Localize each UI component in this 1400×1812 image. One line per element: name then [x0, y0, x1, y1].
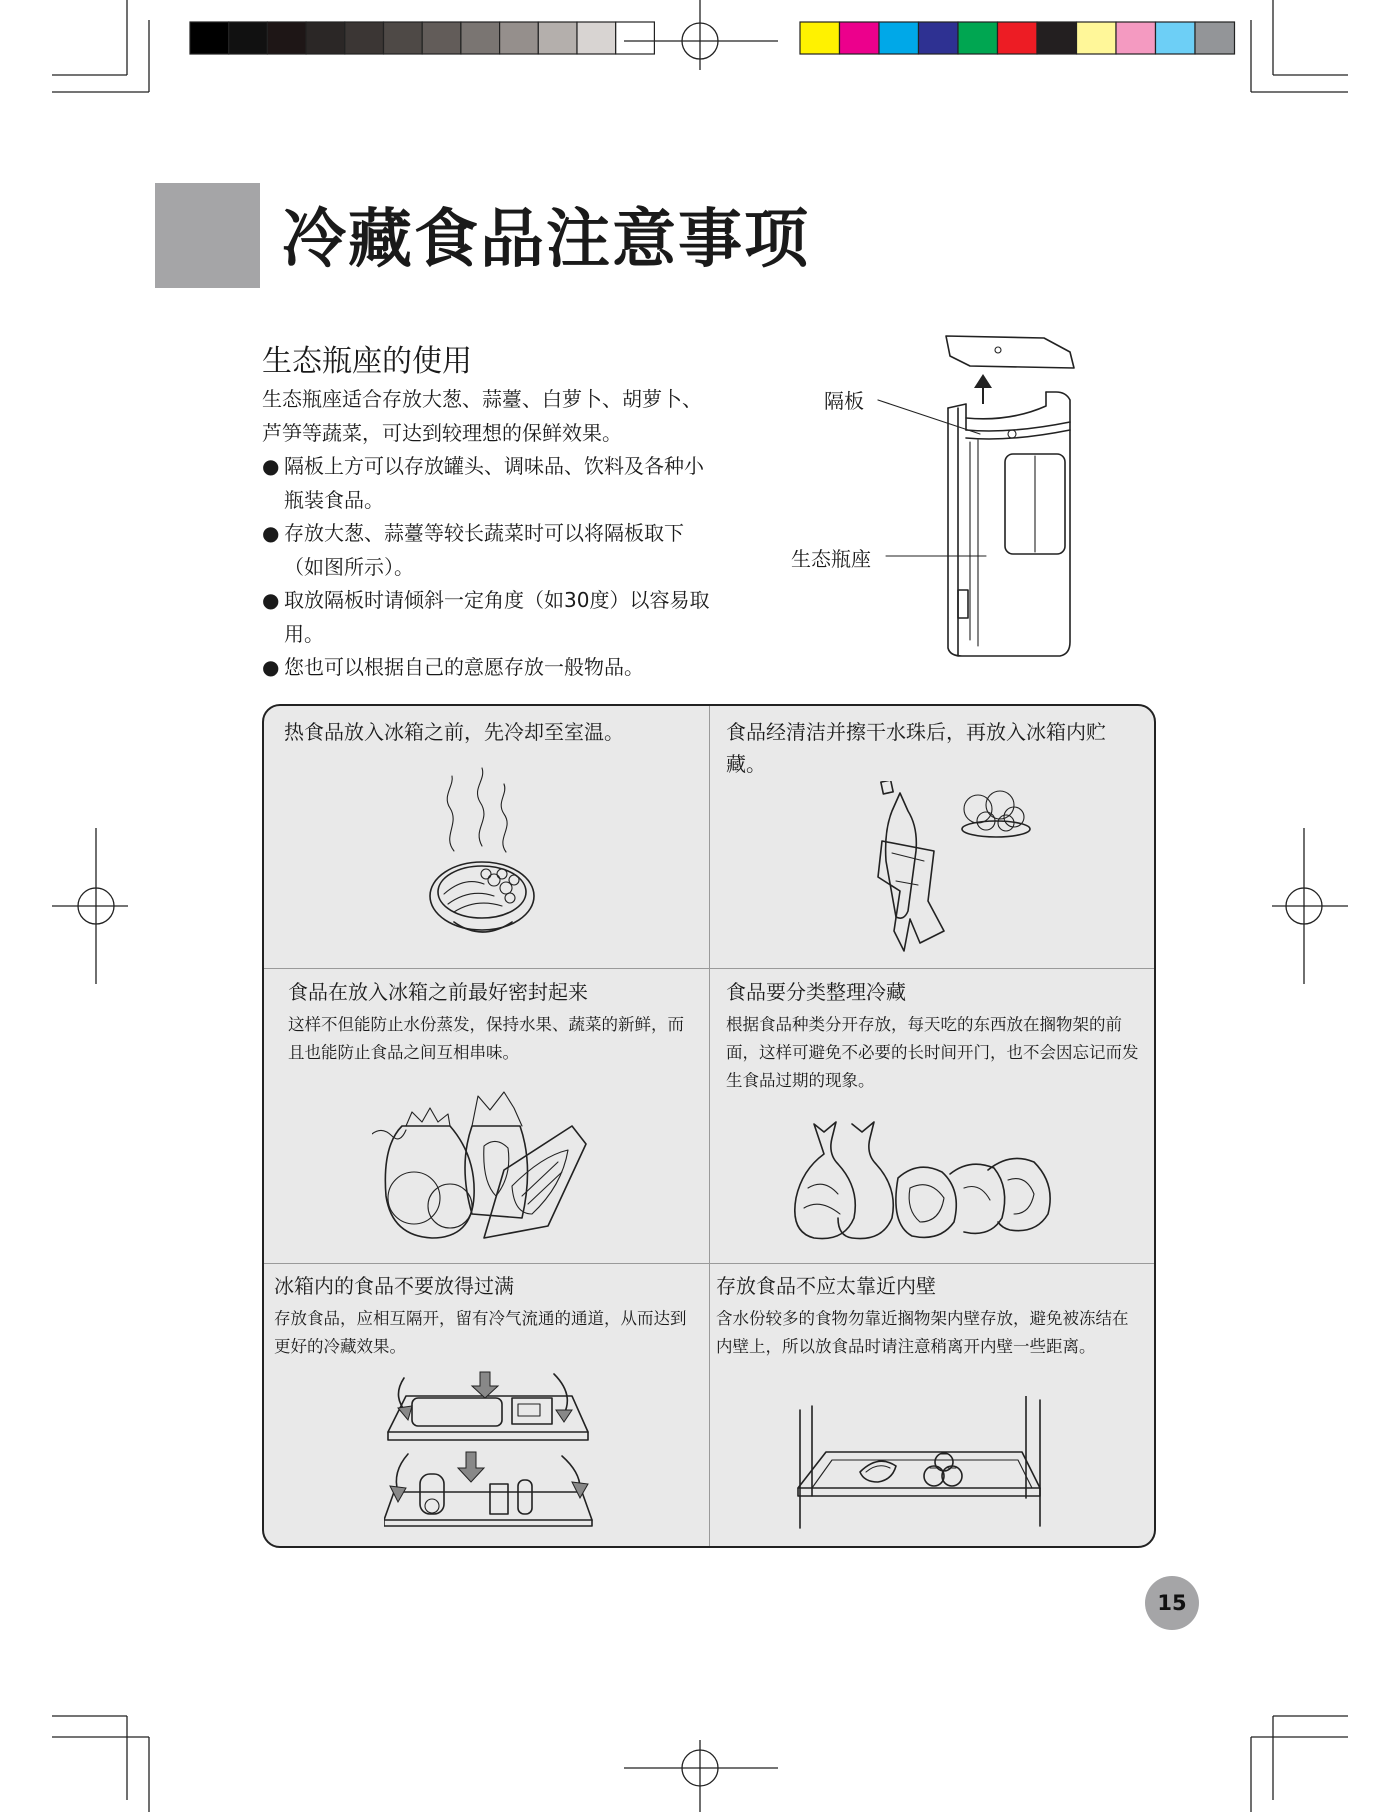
- gray-swatch: [345, 22, 384, 54]
- eco-holder-heading: 生态瓶座的使用: [262, 344, 472, 379]
- bullet-text: 存放大葱、蒜薹等较长蔬菜时可以将隔板取下（如图所示）。: [284, 521, 684, 579]
- bullet-text: 隔板上方可以存放罐头、调味品、饮料及各种小瓶装食品。: [284, 454, 704, 512]
- gray-swatch: [577, 22, 616, 54]
- color-swatch: [1077, 22, 1117, 54]
- not-full-body: 存放食品，应相互隔开，留有冷气流通的通道，从而达到更好的冷藏效果。: [274, 1309, 687, 1356]
- gray-swatch: [190, 22, 229, 54]
- away-wall-heading: 存放食品不应太靠近内壁: [716, 1274, 936, 1298]
- sealed-bags-icon: [372, 1086, 592, 1251]
- gray-swatch: [229, 22, 268, 54]
- color-swatch: [1116, 22, 1156, 54]
- color-calibration-bar: [800, 22, 1235, 54]
- bullet-icon: ●: [262, 588, 280, 612]
- eco-holder-bullets: [262, 450, 712, 685]
- bullet-icon: ●: [262, 454, 280, 478]
- color-swatch: [1156, 22, 1196, 54]
- eco-holder-intro: 生态瓶座适合存放大葱、蒜薹、白萝卜、胡萝卜、芦笋等蔬菜，可达到较理想的保鲜效果。: [262, 387, 702, 445]
- color-swatch: [958, 22, 998, 54]
- wrapped-meat-icon: [794, 1118, 1064, 1248]
- list-item: [262, 450, 712, 517]
- bottle-towel-fruit-icon: [874, 781, 1034, 961]
- list-item: [262, 517, 712, 584]
- away-wall-body: 含水份较多的食物勿靠近搁物架内壁存放，避免被冻结在内壁上，所以放食品时请注意稍离开内壁一些距离。: [716, 1309, 1129, 1356]
- bullet-icon: ●: [262, 655, 280, 679]
- section-marker: [155, 183, 260, 288]
- bullet-icon: ●: [262, 521, 280, 545]
- hot-food-heading: 热食品放入冰箱之前，先冷却至室温。: [284, 720, 624, 744]
- clean-food-heading: 食品经清洁并擦干水珠后，再放入冰箱内贮藏。: [726, 720, 1106, 776]
- color-swatch: [879, 22, 919, 54]
- gray-swatch: [461, 22, 500, 54]
- gray-swatch: [500, 22, 539, 54]
- gray-swatch: [616, 22, 655, 54]
- color-swatch: [998, 22, 1038, 54]
- page-number: 15: [1145, 1576, 1199, 1630]
- list-item: [262, 584, 712, 651]
- gray-swatch: [422, 22, 461, 54]
- steaming-bowl-icon: [424, 766, 544, 956]
- sort-food-heading: 食品要分类整理冷藏: [726, 980, 906, 1004]
- list-item: [262, 651, 712, 685]
- grid-divider: [709, 706, 710, 1546]
- gray-swatch: [384, 22, 423, 54]
- color-swatch: [800, 22, 840, 54]
- gray-swatch: [538, 22, 577, 54]
- bullet-text: 您也可以根据自己的意愿存放一般物品。: [284, 655, 644, 679]
- color-swatch: [1195, 22, 1235, 54]
- color-swatch: [840, 22, 880, 54]
- bullet-text: 取放隔板时请倾斜一定角度（如30度）以容易取用。: [284, 588, 710, 646]
- not-full-heading: 冰箱内的食品不要放得过满: [274, 1274, 514, 1298]
- sort-food-body: 根据食品种类分开存放，每天吃的东西放在搁物架的前面，这样可避免不必要的长时间开门，也不会因忘记而发生食品过期的现象。: [726, 1015, 1139, 1090]
- gray-swatch: [306, 22, 345, 54]
- bottle-holder-label: 生态瓶座: [791, 547, 871, 571]
- color-swatch: [919, 22, 959, 54]
- partition-label: 隔板: [824, 389, 864, 413]
- seal-food-heading: 食品在放入冰箱之前最好密封起来: [288, 980, 588, 1004]
- shelf-food-icon: [792, 1396, 1052, 1536]
- grid-divider: [264, 968, 1154, 969]
- page-title: 冷藏食品注意事项: [282, 203, 810, 277]
- airflow-shelves-icon: [384, 1368, 594, 1534]
- storage-tips-grid: [262, 704, 1156, 1548]
- gray-swatch: [267, 22, 306, 54]
- color-swatch: [1037, 22, 1077, 54]
- grid-divider: [264, 1263, 1154, 1264]
- grayscale-calibration-bar: [190, 22, 654, 54]
- eco-bottle-holder-diagram: [870, 330, 1090, 670]
- seal-food-body: 这样不但能防止水份蒸发，保持水果、蔬菜的新鲜，而且也能防止食品之间互相串味。: [288, 1015, 684, 1062]
